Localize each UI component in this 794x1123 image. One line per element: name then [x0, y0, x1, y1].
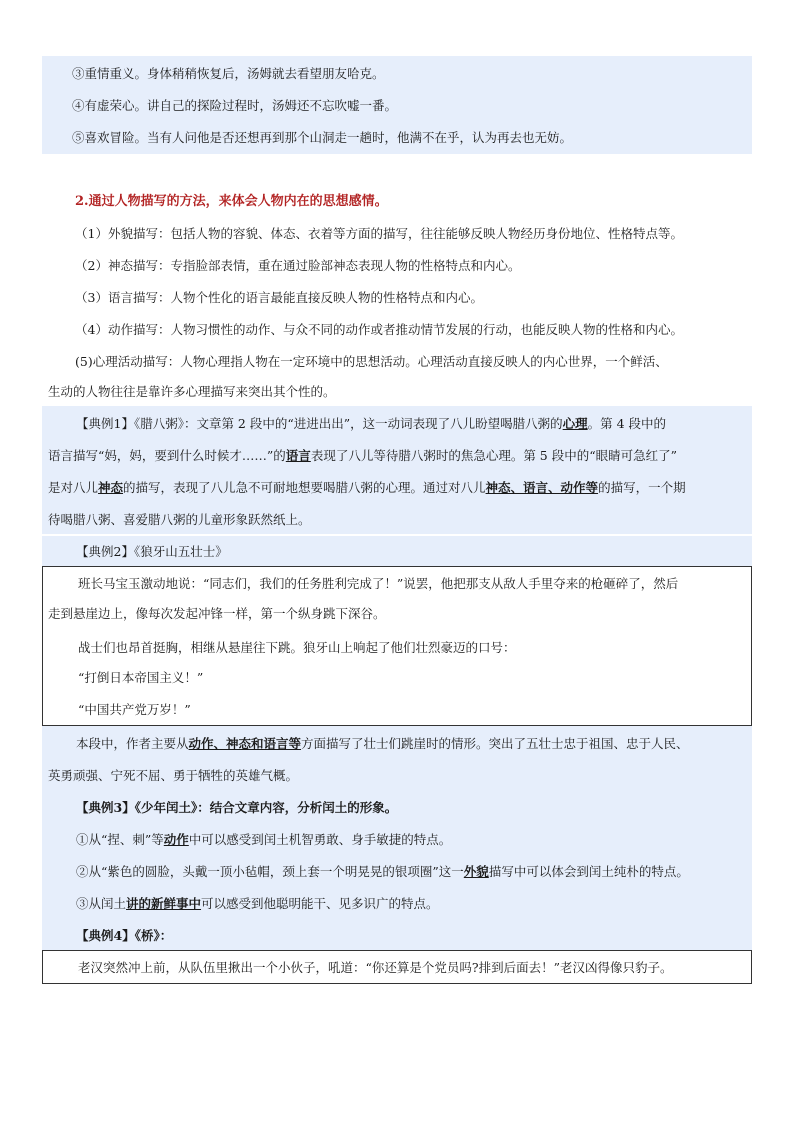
method-appearance: （1）外貌描写：包括人物的容貌、体态、衣着等方面的描写，往往能够反映人物经历身份地位、性格特点等。	[75, 226, 683, 241]
example3-item3: ③从闰土讲的新鲜事中可以感受到他聪明能干、见多识广的特点。	[76, 896, 439, 911]
example1-line3: 是对八儿神态的描写，表现了八儿急不可耐地想要喝腊八粥的心理。通过对八儿神态、语言、动作等的描写，一个期	[48, 480, 686, 495]
method-psychology-cont: 生动的人物往往是靠许多心理描写来突出其个性的。	[48, 384, 336, 399]
trait-line-5: ⑤喜欢冒险。当有人问他是否还想再到那个山洞走一趟时，他满不在乎，认为再去也无妨。	[72, 130, 573, 145]
example3-item2: ②从“紫色的圆脸，头戴一顶小毡帽，颈上套一个明晃晃的银项圈”这一外貌描写中可以体会到闰土纯朴的特点。	[76, 864, 689, 879]
quote-line-1: 班长马宝玉激动地说：“同志们，我们的任务胜利完成了！”说罢，他把那支从敌人手里夺来的枪砸碎了，然后	[78, 576, 679, 591]
example4-label: 【典例4】《桥》：	[76, 928, 173, 943]
method-expression: （2）神态描写：专指脸部表情，重在通过脸部神态表现人物的性格特点和内心。	[75, 258, 521, 273]
quote-line-5: “中国共产党万岁！”	[78, 702, 191, 717]
section-heading: 2.通过人物描写的方法，来体会人物内在的思想感情。	[75, 194, 388, 209]
quote-line-3: 战士们也昂首挺胸，相继从悬崖往下跳。狼牙山上响起了他们壮烈豪迈的口号：	[78, 640, 516, 655]
example2-analysis: 本段中，作者主要从动作、神态和语言等方面描写了壮士们跳崖时的情形。突出了五壮士忠于祖国、忠于人民、	[76, 736, 689, 751]
quote-line-4: “打倒日本帝国主义！”	[78, 670, 204, 685]
method-action: （4）动作描写：人物习惯性的动作、与众不同的动作或者推动情节发展的行动，也能反映人物的性格和内心。	[75, 322, 683, 337]
example1-line1: 【典例1】《腊八粥》：文章第 2 段中的“进进出出”，这一动词表现了八儿盼望喝腊八粥的心理。第 4 段中的	[76, 416, 667, 431]
example3-item1: ①从“捏、刺”等动作中可以感受到闰土机智勇敢、身手敏捷的特点。	[76, 832, 452, 847]
method-language: （3）语言描写：人物个性化的语言最能直接反映人物的性格特点和内心。	[75, 290, 483, 305]
trait-line-4: ④有虚荣心。讲自己的探险过程时，汤姆还不忘吹嘘一番。	[72, 98, 398, 113]
example1-line2: 语言描写“妈，妈，要到什么时候才……”的语言表现了八儿等待腊八粥时的焦急心理。第 5 段中的“眼睛可急红了”	[48, 448, 677, 463]
example2-analysis-cont: 英勇顽强、宁死不屈、勇于牺牲的英雄气概。	[48, 768, 299, 783]
example2-label: 【典例2】《狼牙山五壮士》	[76, 544, 228, 559]
quote-line-2: 走到悬崖边上，像每次发起冲锋一样，第一个纵身跳下深谷。	[48, 606, 386, 621]
example3-label: 【典例3】《少年闰土》：结合文章内容，分析闰土的形象。	[76, 800, 398, 815]
method-psychology: (5)心理活动描写：人物心理指人物在一定环境中的思想活动。心理活动直接反映人的内心世界，一个鲜活、	[75, 354, 668, 369]
example4-quote: 老汉突然冲上前，从队伍里揪出一个小伙子，吼道：“你还算是个党员吗?排到后面去！”老汉凶得像只豹子。	[78, 960, 673, 975]
trait-line-3: ③重情重义。身体稍稍恢复后，汤姆就去看望朋友哈克。	[72, 66, 385, 81]
example1-line4: 待喝腊八粥、喜爱腊八粥的儿童形象跃然纸上。	[48, 512, 311, 527]
